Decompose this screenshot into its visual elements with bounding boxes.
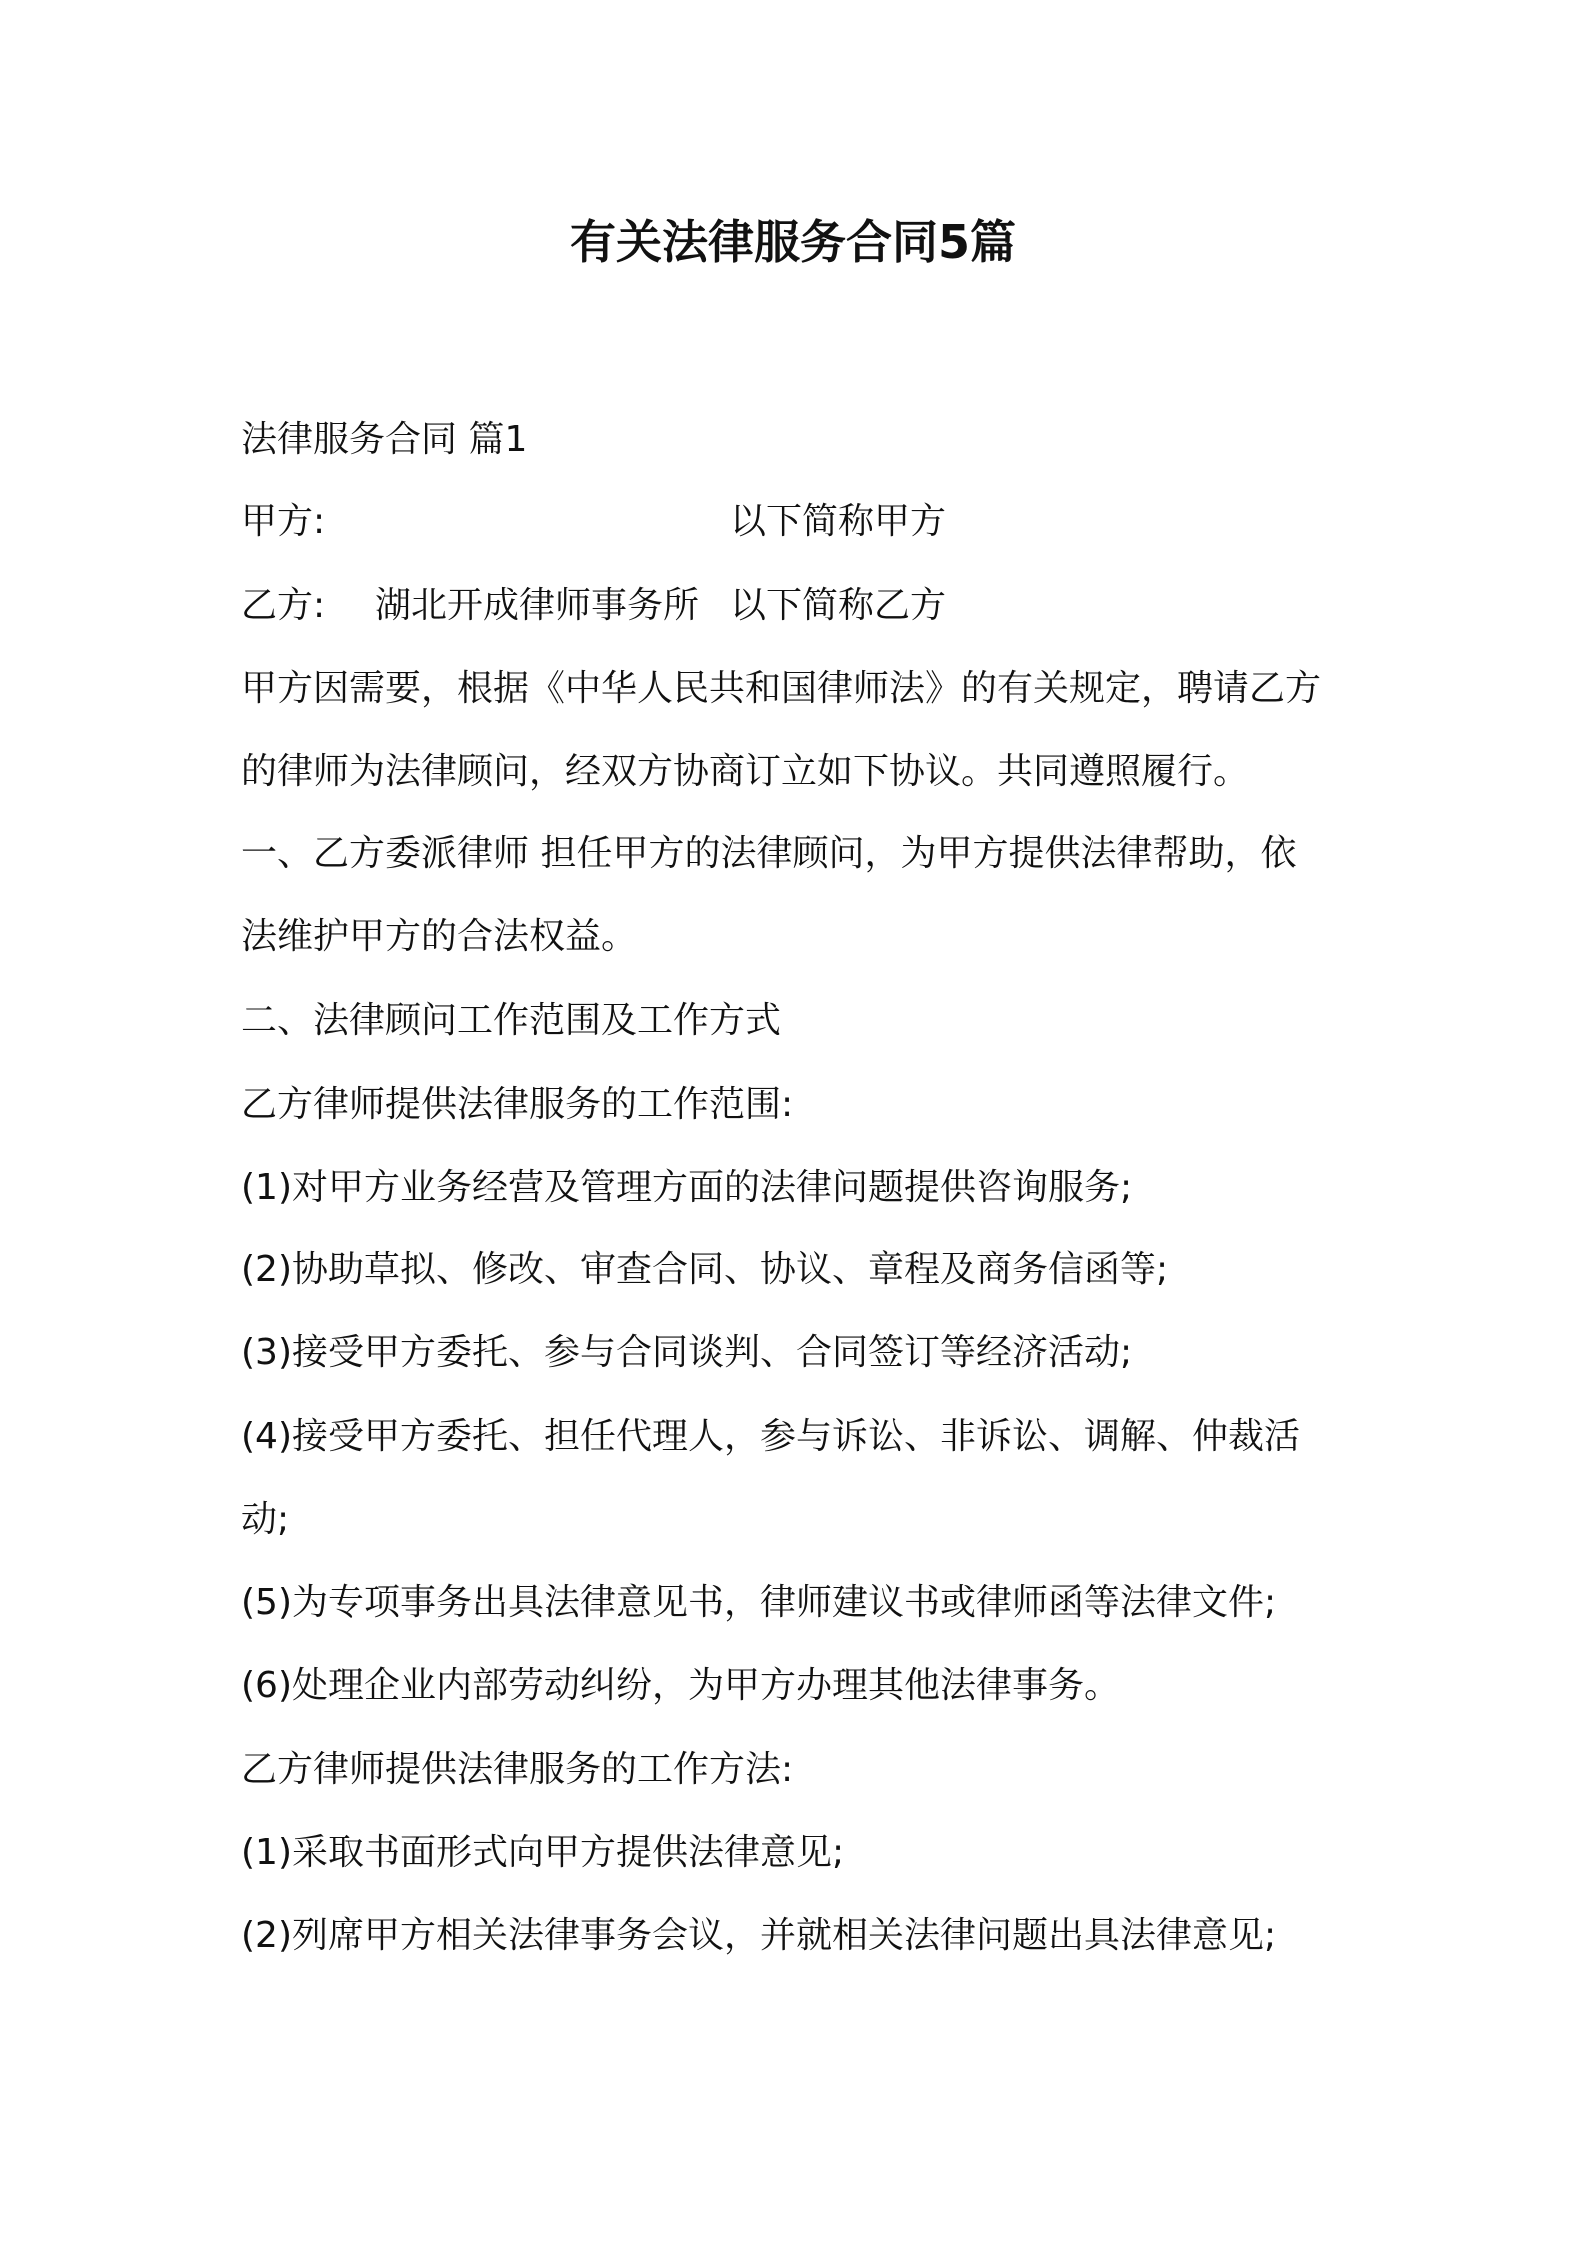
party-a-label: 甲方:	[241, 501, 326, 542]
body-line: (5)为专项事务出具法律意见书，律师建议书或律师函等法律文件;	[241, 1582, 1277, 1623]
party-b-label: 乙方:	[241, 585, 326, 626]
body-line: (1)采取书面形式向甲方提供法律意见;	[241, 1832, 845, 1873]
party-b-name: 湖北开成律师事务所	[375, 585, 700, 626]
body-line: 乙方律师提供法律服务的工作范围:	[241, 1084, 794, 1125]
body-line: 一、乙方委派律师 担任甲方的法律顾问，为甲方提供法律帮助，依	[241, 833, 1297, 874]
party-b-abbrev: 以下简称乙方	[730, 585, 947, 626]
section-heading: 法律服务合同 篇1	[241, 419, 528, 460]
party-a-abbrev: 以下简称甲方	[730, 501, 947, 542]
body-line: 的律师为法律顾问，经双方协商订立如下协议。共同遵照履行。	[241, 751, 1250, 792]
body-line: (3)接受甲方委托、参与合同谈判、合同签订等经济活动;	[241, 1332, 1133, 1373]
body-line: 乙方律师提供法律服务的工作方法:	[241, 1749, 794, 1790]
body-line: (4)接受甲方委托、担任代理人，参与诉讼、非诉讼、调解、仲裁活	[241, 1416, 1300, 1457]
body-line: 二、法律顾问工作范围及工作方式	[241, 1000, 782, 1041]
body-line: 动;	[241, 1499, 290, 1540]
body-line: (1)对甲方业务经营及管理方面的法律问题提供咨询服务;	[241, 1167, 1133, 1208]
body-line: 甲方因需要，根据《中华人民共和国律师法》的有关规定，聘请乙方	[241, 668, 1322, 709]
body-line: (2)协助草拟、修改、审查合同、协议、章程及商务信函等;	[241, 1249, 1169, 1290]
document-title: 有关法律服务合同5篇	[569, 215, 1016, 269]
body-line: 法维护甲方的合法权益。	[241, 916, 638, 957]
body-line: (2)列席甲方相关法律事务会议，并就相关法律问题出具法律意见;	[241, 1915, 1277, 1956]
body-line: (6)处理企业内部劳动纠纷，为甲方办理其他法律事务。	[241, 1665, 1120, 1706]
